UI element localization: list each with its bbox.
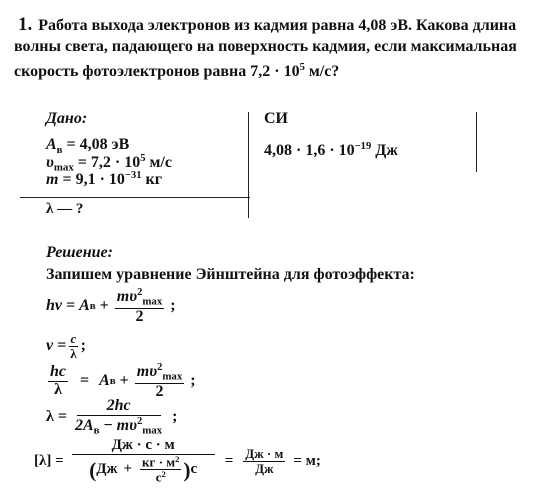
problem-statement	[14, 14, 538, 82]
table-divider-vertical	[248, 112, 249, 218]
given-work-function: $A_в = 4,08$ эВ	[46, 136, 130, 156]
equation-wavelength: λ = $\frac{2hc}{2A_в - m\upsilon^2_{max}}$ ;	[46, 397, 178, 437]
given-mass: $m = 9,1 \cdot 10^{-31}$ кг	[46, 170, 162, 188]
solution-header: Решение:	[46, 244, 113, 261]
problem-exp: 5	[299, 62, 305, 73]
given-header: Дано:	[46, 110, 88, 127]
problem-unit: м/с?	[308, 62, 340, 80]
table-right-border	[476, 112, 477, 172]
si-value: $4,08 \cdot 1,6 \cdot 10^{-19}$ Дж	[264, 141, 398, 159]
equation-units: [λ] = Дж · с · м ( Дж + $\frac{кг \cdot м^2}{с^2}$ ) с = $\frac{Дж \cdot м}{Дж}$ = м;	[34, 437, 321, 485]
equation-frequency: ν = $\frac{c}{\lambda}$ ;	[46, 331, 86, 361]
given-find: λ — ?	[46, 201, 84, 217]
given-underline	[20, 197, 250, 198]
equation-einstein: hν = A в + $\frac{m\upsilon^2_{max}}{2}$ ;	[46, 287, 176, 325]
si-header: СИ	[264, 110, 288, 127]
problem-text: Работа выхода электронов из кадмия равна 4,08 эВ. Какова длина волны света, падающего на поверхность кадмия, если максимальная скорость фотоэлектронов равна 7,2 · 10	[14, 17, 517, 80]
problem-number: 1.	[18, 14, 33, 35]
equation-substituted: $\frac{hc}{\lambda}$ = A в + $\frac{m\upsilon^2_{max}}{2}$ ;	[50, 362, 196, 400]
solution-intro: Запишем уравнение Эйнштейна для фотоэффекта:	[46, 266, 415, 283]
given-velocity: $\upsilon_{max} = 7,2 \cdot 10^5$ м/с	[46, 153, 172, 174]
